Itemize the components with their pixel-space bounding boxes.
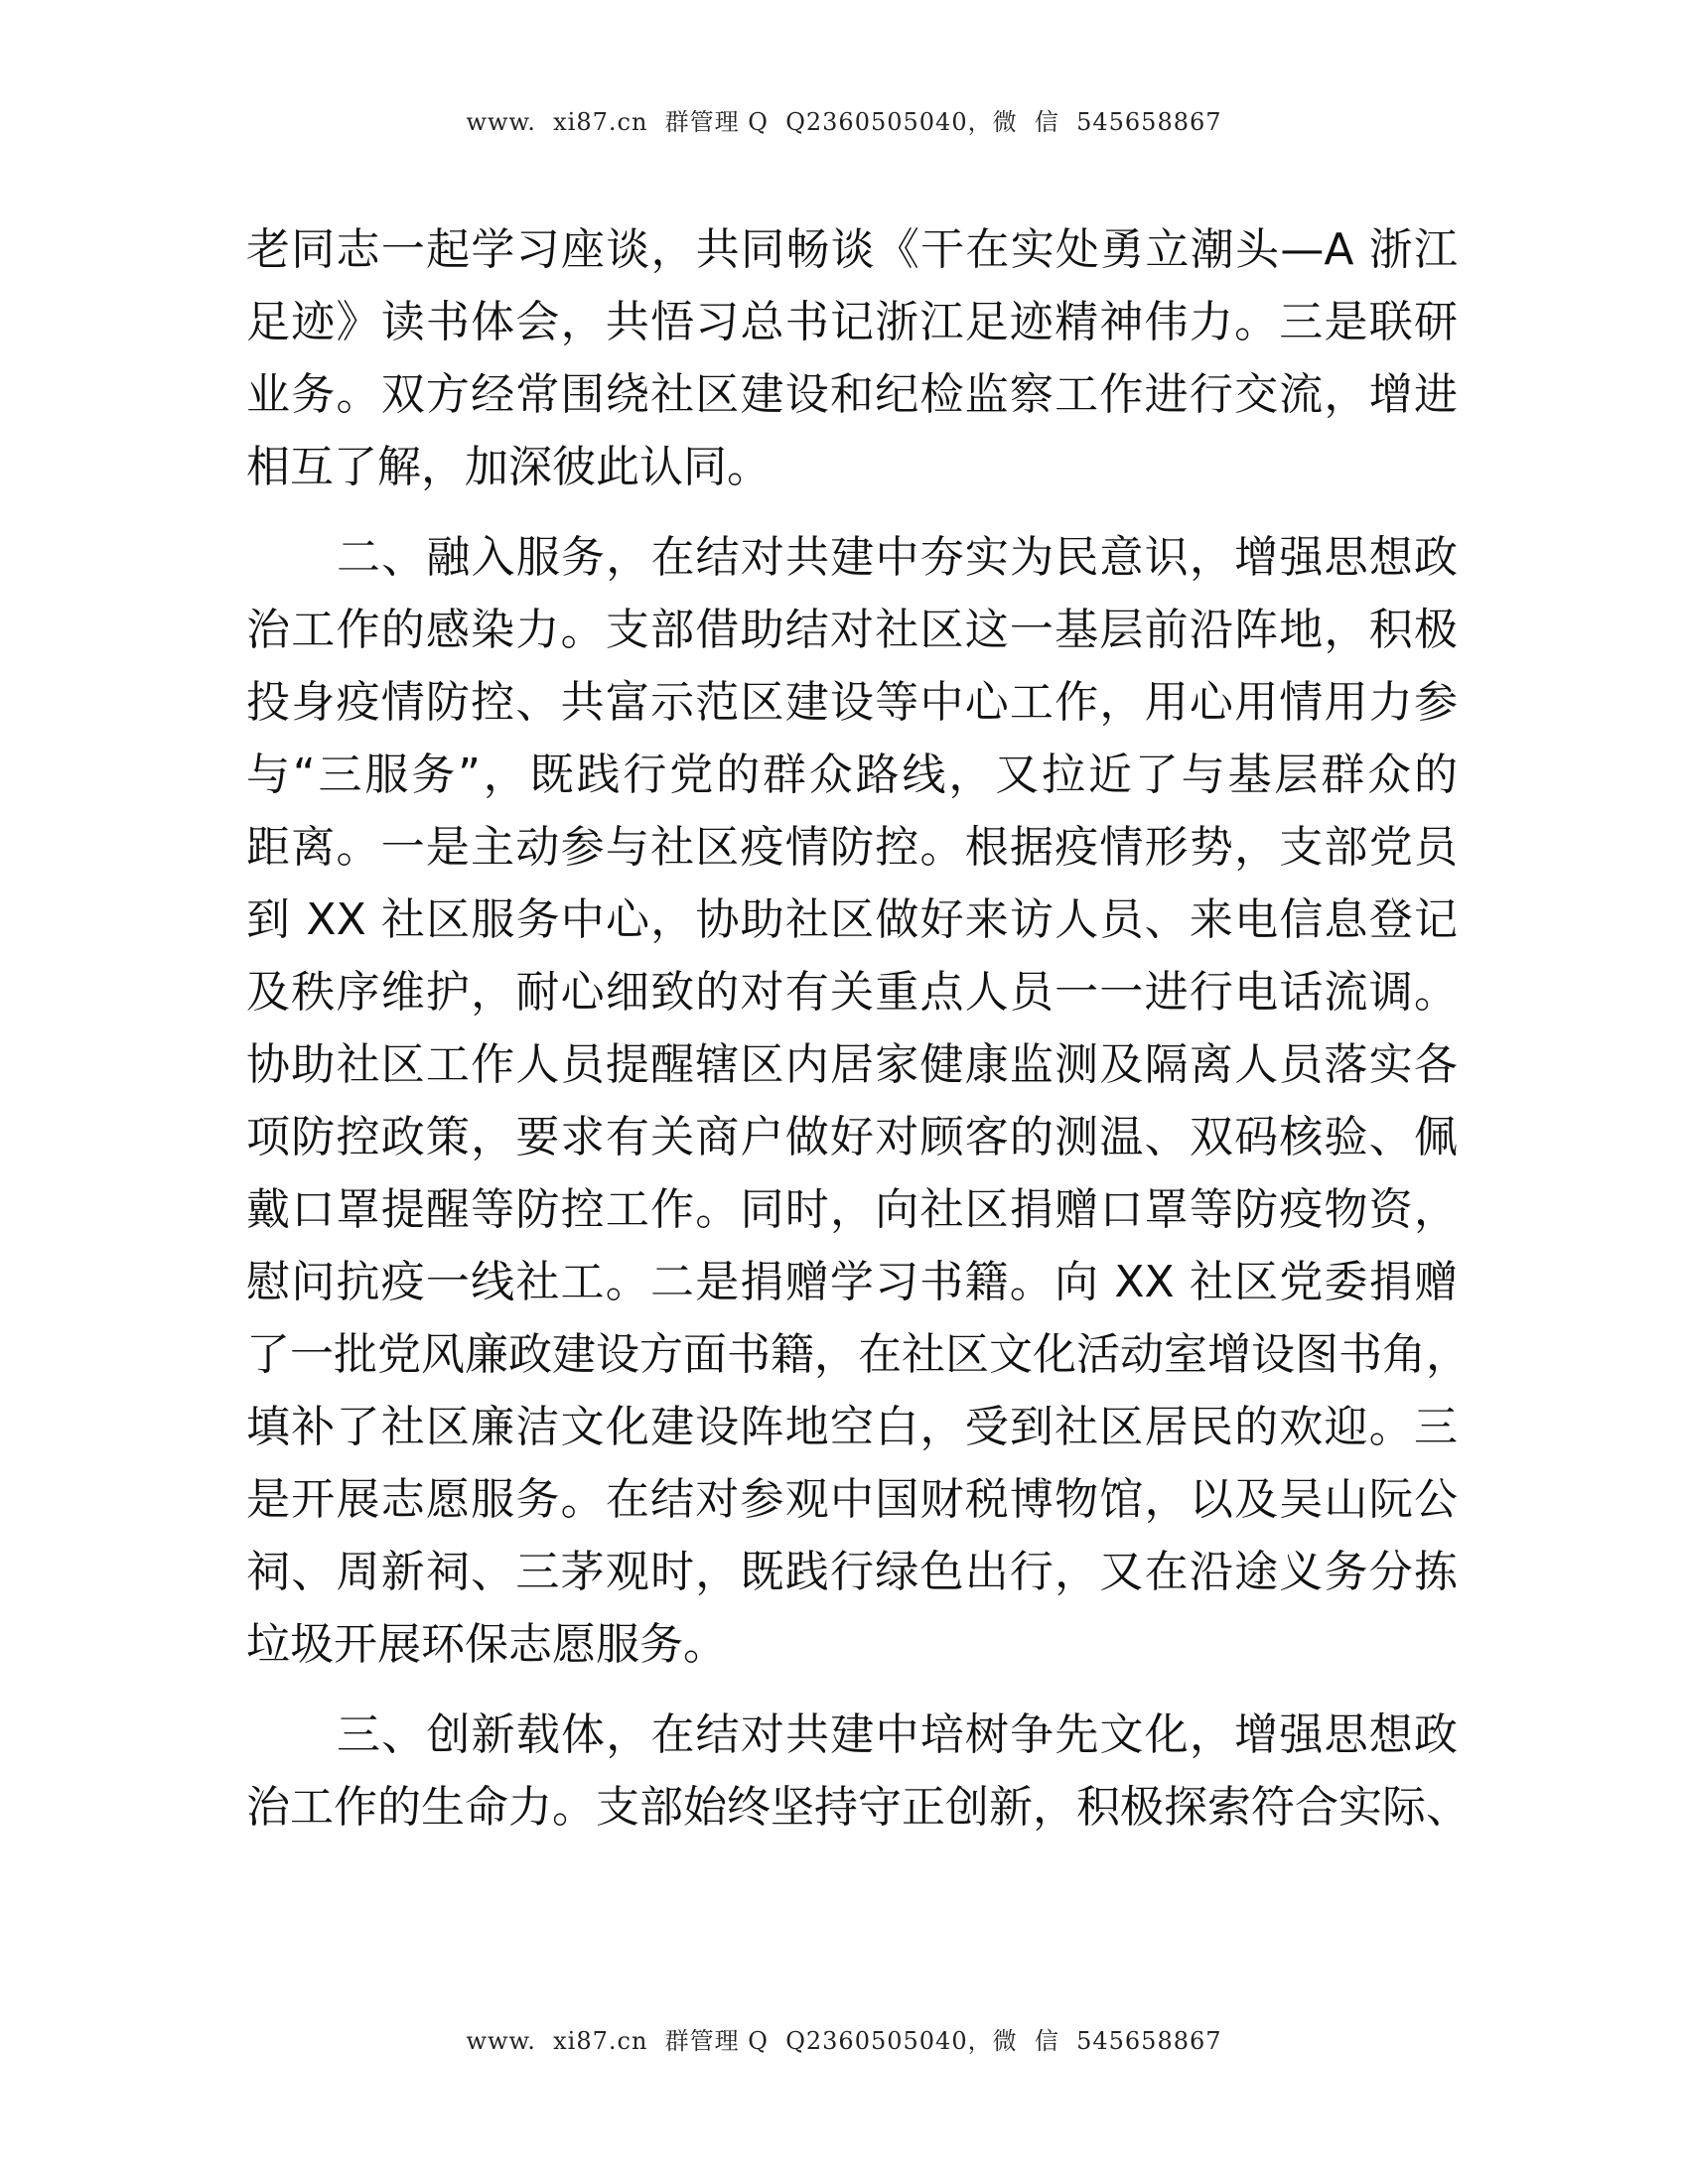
text-line: 慰问抗疫一线社工。二是捐赠学习书籍。向 XX 社区党委捐赠 (246, 1257, 1458, 1307)
text-line: 足迹》读书体会，共悟习总书记浙江足迹精神伟力。三是联研 (246, 297, 1458, 347)
text-line: 三、创新载体，在结对共建中培树争先文化，增强思想政 (337, 1709, 1458, 1760)
text-line: 垃圾开展环保志愿服务。 (246, 1619, 727, 1670)
text-line: 治工作的感染力。支部借助结对社区这一基层前沿阵地，积极 (246, 605, 1458, 655)
text-line: 二、融入服务，在结对共建中夯实为民意识，增强思想政 (337, 532, 1458, 583)
paragraph (246, 1699, 1470, 1843)
text-line: 协助社区工作人员提醒辖区内居家健康监测及隔离人员落实各 (246, 1039, 1458, 1090)
text-line: 治工作的生命力。支部始终坚持守正创新，积极探索符合实际、 (246, 1782, 1470, 1833)
text-line: 戴口罩提醒等防控工作。同时，向社区捐赠口罩等防疫物资， (246, 1184, 1458, 1235)
text-line: 投身疫情防控、共富示范区建设等中心工作，用心用情用力参 (246, 677, 1458, 728)
text-line: 老同志一起学习座谈，共同畅谈《干在实处勇立潮头—A 浙江 (246, 224, 1458, 275)
text-line: 与“三服务”，既践行党的群众路线，又拉近了与基层群众的 (246, 750, 1458, 800)
text-line: 距离。一是主动参与社区疫情防控。根据疫情形势，支部党员 (246, 822, 1458, 873)
paragraph (246, 521, 1470, 1681)
text-line: 项防控政策，要求有关商户做好对顾客的测温、双码核验、佩 (246, 1112, 1458, 1162)
text-line: 到 XX 社区服务中心，协助社区做好来访人员、来电信息登记 (246, 894, 1458, 945)
text-line: 是开展志愿服务。在结对参观中国财税博物馆，以及吴山阮公 (246, 1474, 1458, 1525)
text-line: 及秩序维护，耐心细致的对有关重点人员一一进行电话流调。 (246, 967, 1458, 1018)
document-body (246, 213, 1470, 1843)
text-line: 了一批党风廉政建设方面书籍，在社区文化活动室增设图书角， (246, 1329, 1470, 1380)
page-footer: www. xi87.cn 群管理 Q Q2360505040，微 信 545658867 (466, 2027, 1222, 2055)
page-header: www. xi87.cn 群管理 Q Q2360505040，微 信 545658867 (466, 108, 1222, 136)
text-line: 相互了解，加深彼此认同。 (246, 442, 771, 492)
text-line: 业务。双方经常围绕社区建设和纪检监察工作进行交流，增进 (246, 369, 1458, 420)
paragraph (246, 213, 1458, 503)
text-line: 祠、周新祠、三茅观时，既践行绿色出行，又在沿途义务分拣 (246, 1547, 1458, 1597)
text-line: 填补了社区廉洁文化建设阵地空白，受到社区居民的欢迎。三 (246, 1402, 1458, 1452)
